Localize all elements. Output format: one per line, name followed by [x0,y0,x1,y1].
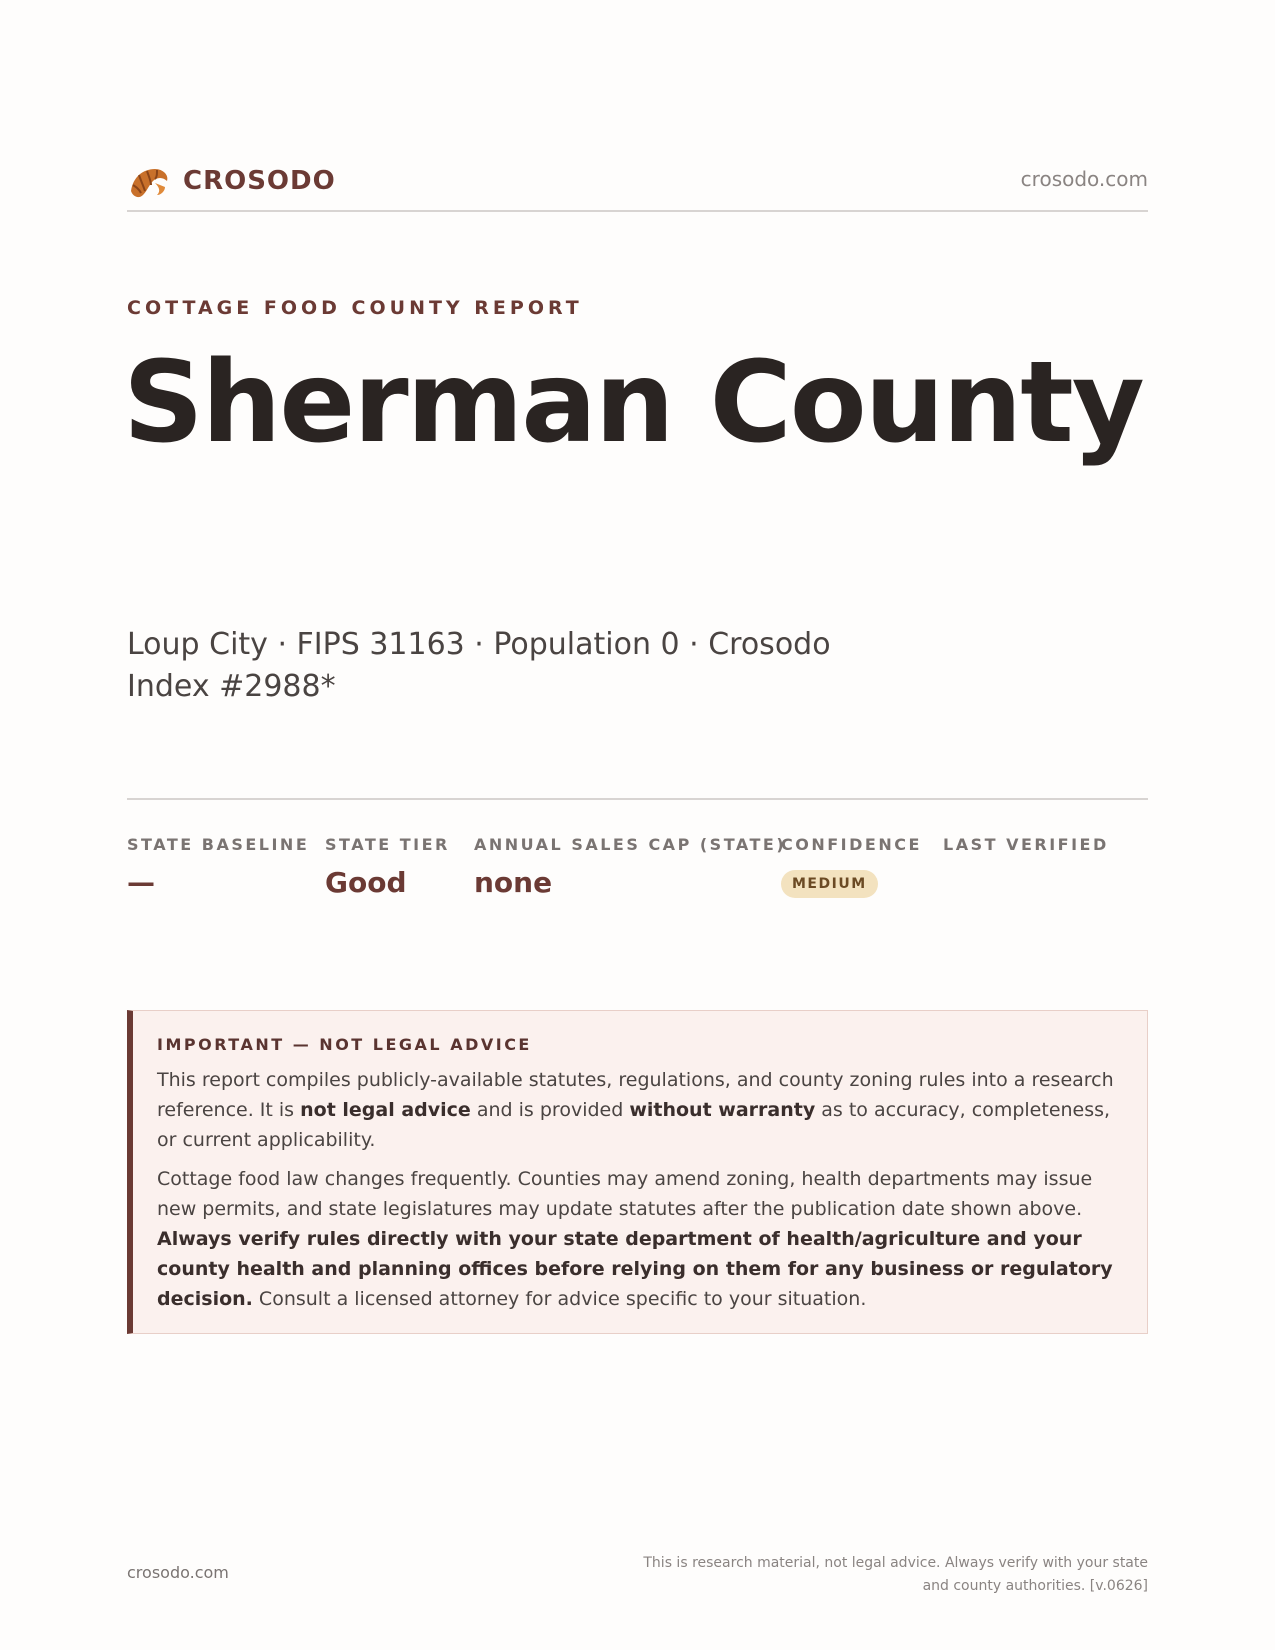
notice-text: as to accuracy, completeness, or current applicability. [157,1099,1111,1151]
stat-last-verified [943,835,1109,866]
notice-paragraph [157,1164,1127,1314]
stat-label: STATE BASELINE [127,835,310,854]
stat-state-baseline [127,835,309,899]
report-page [123,0,1148,1650]
footer-site[interactable]: crosodo.com [127,1563,229,1582]
notice-emphasis: without warranty [629,1099,816,1121]
stats-row [127,835,1148,915]
brand-name: CROSODO [183,166,336,196]
notice-text: Cottage food law changes frequently. Counties may amend zoning, health departments may issue new permits, and state legislatures may update statutes after the publication date shown above. [157,1168,1093,1220]
confidence-badge: MEDIUM [781,870,878,898]
notice-text: This report compiles publicly-available statutes, regulations, and county zoning rules into a research reference. It is [157,1069,1114,1121]
footer-disclaimer [588,1552,1148,1598]
header-divider [127,210,1148,212]
notice-text: Consult a licensed attorney for advice specific to your situation. [252,1288,867,1310]
notice-emphasis: Always verify rules directly with your state department of health/agriculture and your county health and planning offices before relying on them for any business or regulatory decision. [157,1228,1113,1310]
stat-label: CONFIDENCE [781,835,922,854]
stats-divider [127,798,1148,800]
croissant-icon [127,161,171,201]
notice-emphasis: not legal advice [300,1099,471,1121]
notice-text: and is provided [470,1099,630,1121]
stat-sales-cap [474,835,786,899]
notice-paragraph [157,1065,1127,1155]
stat-value: Good [325,866,407,899]
report-eyebrow: COTTAGE FOOD COUNTY REPORT [127,297,583,319]
brand[interactable] [127,161,336,201]
page-header [127,155,1148,211]
stat-value: — [127,866,155,899]
stat-state-tier [325,835,450,899]
stat-label: STATE TIER [325,835,450,854]
stat-confidence [781,835,922,898]
stat-value: none [474,866,553,899]
footer-disclaimer-line: and county authorities. [v.0626] [922,1578,1148,1594]
page-title: Sherman County [123,338,1143,468]
notice-heading: IMPORTANT — NOT LEGAL ADVICE [157,1035,532,1054]
legal-notice [127,1010,1148,1334]
stat-label: LAST VERIFIED [943,835,1109,854]
county-subtitle: Loup City · FIPS 31163 · Population 0 · Crosodo Index #2988* [127,627,831,704]
site-link[interactable]: crosodo.com [1020,167,1148,191]
notice-body [157,1065,1127,1323]
stat-label: ANNUAL SALES CAP (STATE) [474,835,787,854]
footer-disclaimer-line: This is research material, not legal advice. Always verify with your state [643,1555,1148,1571]
